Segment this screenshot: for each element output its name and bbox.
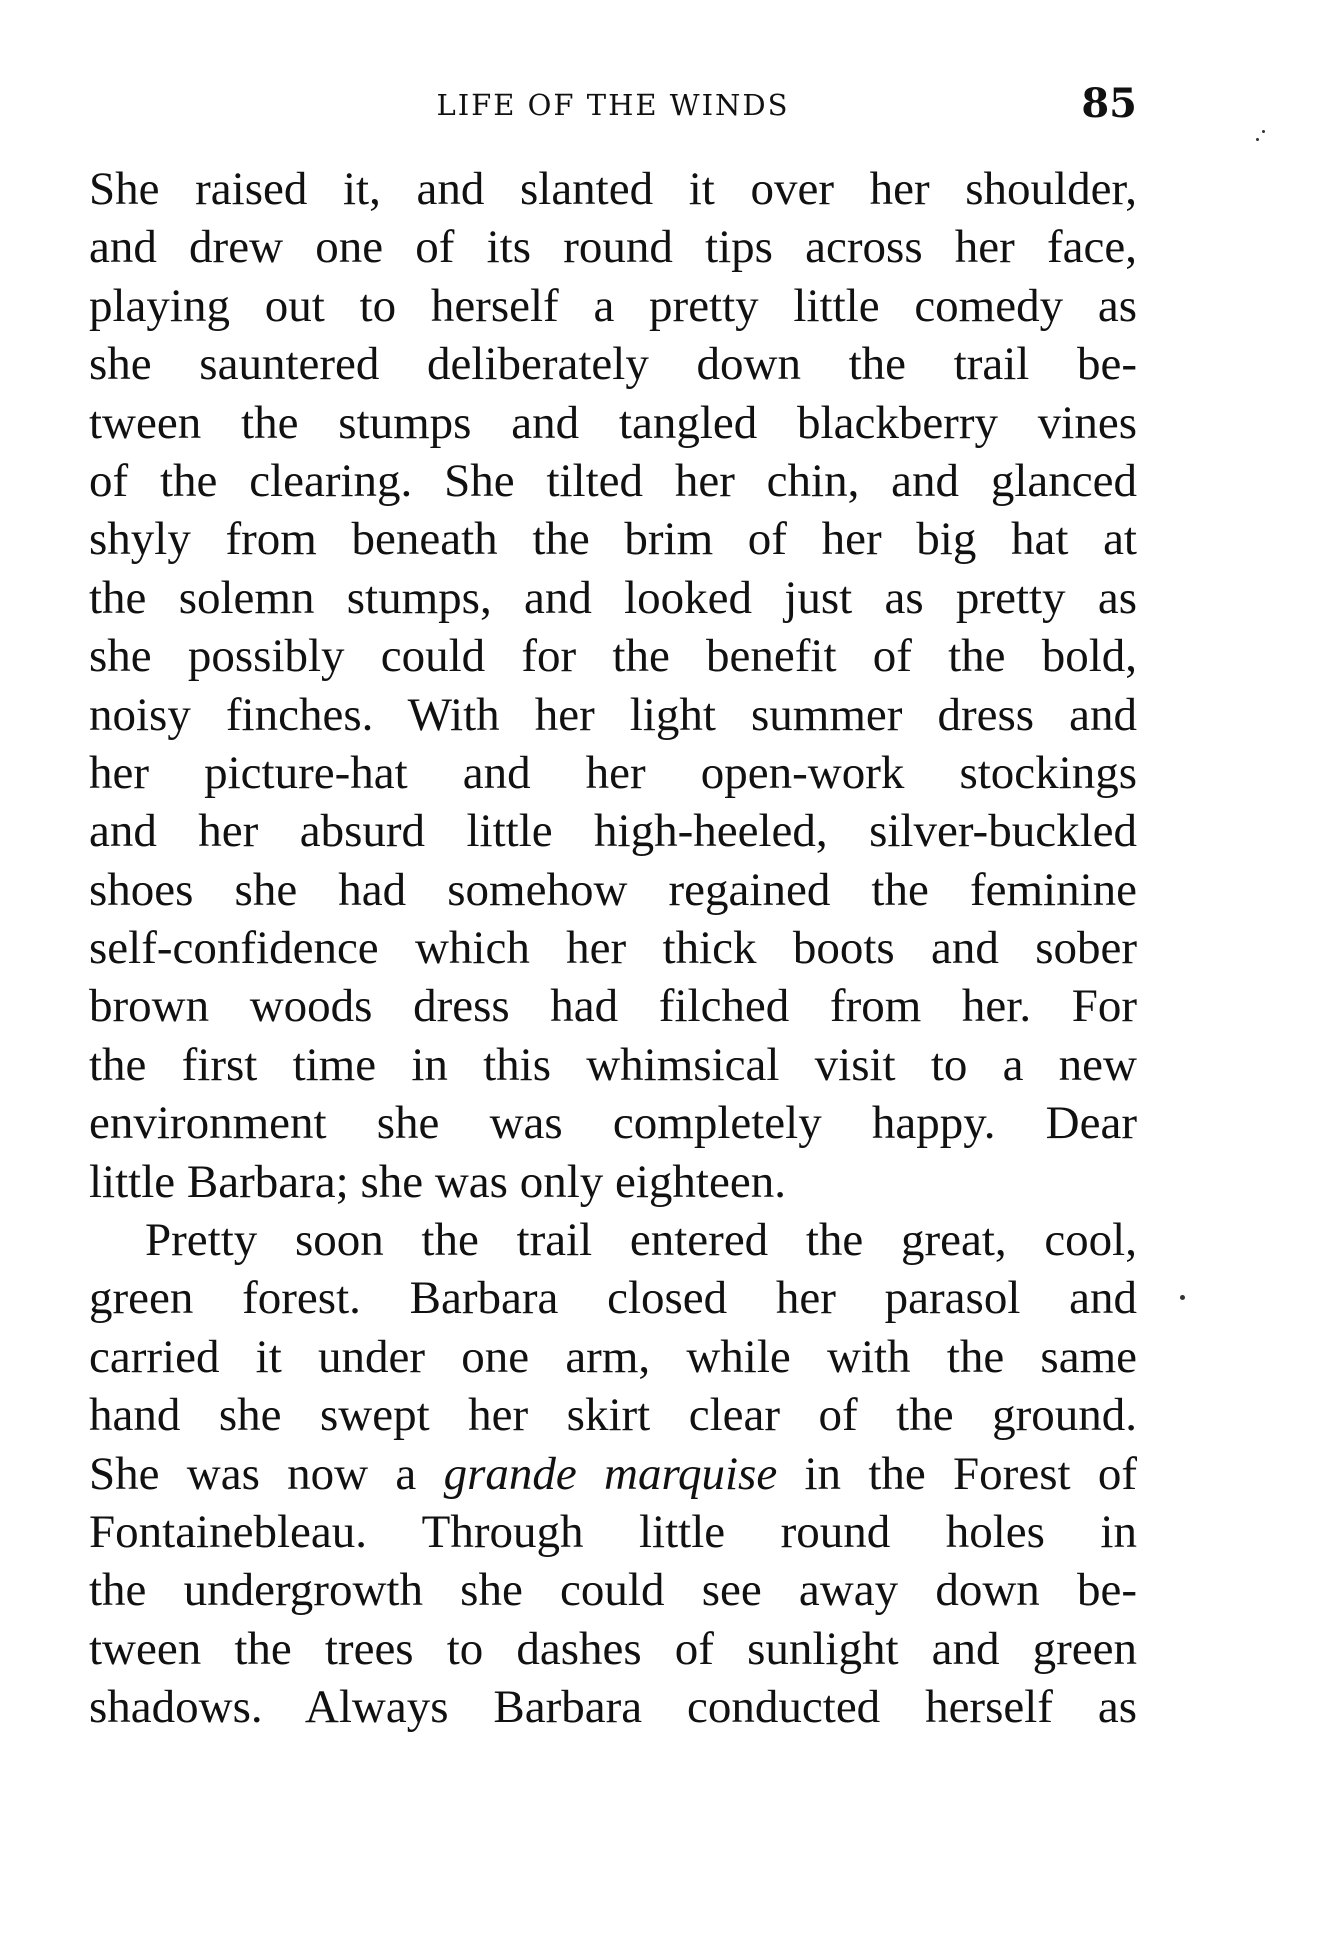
text-line: of the clearing. She tilted her chin, and glanced bbox=[89, 454, 1137, 507]
text-line: noisy finches. With her light summer dress and bbox=[89, 688, 1137, 741]
text-line: Pretty soon the trail entered the great, cool, bbox=[145, 1214, 1137, 1267]
body-text bbox=[89, 160, 1137, 1737]
running-head bbox=[89, 80, 1137, 136]
page-number: 85 bbox=[1081, 80, 1137, 127]
text-line: shadows. Always Barbara conducted herself as bbox=[89, 1681, 1137, 1734]
text-line: her picture-hat and her open-work stockings bbox=[89, 746, 1137, 799]
text-line: and drew one of its round tips across her face, bbox=[89, 221, 1137, 274]
text-line: shoes she had somehow regained the feminine bbox=[89, 863, 1137, 916]
text-segment: She was now a bbox=[89, 1447, 444, 1500]
paragraph-2 bbox=[89, 1211, 1137, 1737]
text-line: she sauntered deliberately down the trail be- bbox=[89, 338, 1137, 391]
text-line: tween the trees to dashes of sunlight and green bbox=[89, 1622, 1137, 1675]
text-line: the solemn stumps, and looked just as pretty as bbox=[89, 571, 1137, 624]
text-line: little Barbara; she was only eighteen. bbox=[89, 1155, 786, 1208]
text-segment: in the Forest of bbox=[777, 1447, 1137, 1500]
text-line: the first time in this whimsical visit to a new bbox=[89, 1038, 1137, 1091]
text-line: carried it under one arm, while with the same bbox=[89, 1330, 1137, 1383]
text-line: brown woods dress had filched from her. For bbox=[89, 980, 1137, 1033]
text-line: shyly from beneath the brim of her big hat at bbox=[89, 513, 1137, 566]
print-speck bbox=[1256, 138, 1259, 141]
text-line: and her absurd little high-heeled, silver-buckled bbox=[89, 805, 1137, 858]
text-line: playing out to herself a pretty little comedy as bbox=[89, 279, 1137, 332]
text-line: hand she swept her skirt clear of the ground. bbox=[89, 1389, 1137, 1442]
print-speck bbox=[1262, 130, 1265, 133]
text-line: tween the stumps and tangled blackberry vines bbox=[89, 396, 1137, 449]
text-line: She raised it, and slanted it over her shoulder, bbox=[89, 163, 1137, 215]
text-line: the undergrowth she could see away down be- bbox=[89, 1564, 1137, 1617]
running-title: LIFE OF THE WINDS bbox=[436, 88, 790, 122]
text-line-with-italic bbox=[89, 1445, 1137, 1503]
paragraph-1 bbox=[89, 160, 1137, 1211]
text-line: self-confidence which her thick boots and sober bbox=[89, 922, 1137, 975]
text-line: she possibly could for the benefit of the bold, bbox=[89, 630, 1137, 683]
print-speck bbox=[1180, 1295, 1185, 1300]
text-line: environment she was completely happy. Dear bbox=[89, 1097, 1137, 1150]
text-line: green forest. Barbara closed her parasol and bbox=[89, 1272, 1137, 1325]
italic-phrase: grande marquise bbox=[443, 1447, 778, 1500]
text-line: Fontainebleau. Through little round holes in bbox=[89, 1505, 1137, 1558]
